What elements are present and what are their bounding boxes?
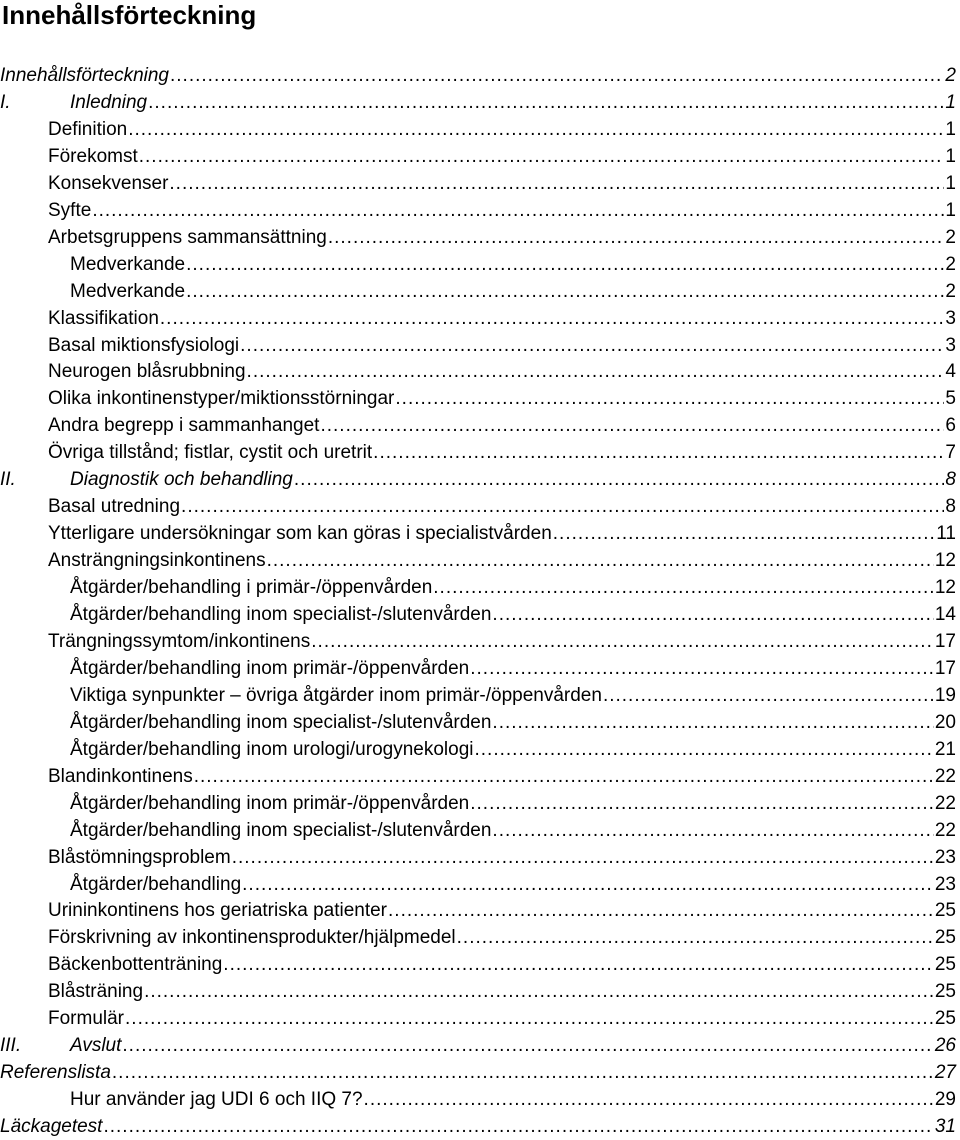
toc-entry-label: Medverkande [70, 280, 186, 302]
toc-dot-leader [232, 845, 934, 871]
toc-entry-page: 3 [945, 307, 956, 329]
toc-dot-leader [294, 467, 945, 493]
toc-entry-label: Blandinkontinens [48, 765, 193, 787]
toc-entry[interactable] [0, 979, 956, 1005]
toc-dot-leader [181, 494, 944, 520]
toc-entry-page: 25 [934, 954, 956, 976]
toc-dot-leader [112, 1060, 934, 1086]
toc-entry-label: Basal utredning [48, 496, 181, 518]
toc-entry-page: 25 [934, 927, 956, 949]
toc-entry[interactable] [0, 386, 956, 412]
toc-dot-leader [475, 737, 934, 763]
toc-dot-leader [170, 63, 944, 89]
toc-entry[interactable] [0, 198, 956, 224]
toc-entry[interactable] [0, 818, 956, 844]
toc-entry[interactable] [0, 1060, 956, 1086]
toc-dot-leader [160, 306, 945, 332]
toc-entry-label: Definition [48, 118, 128, 140]
toc-entry-label: Blåstömningsproblem [48, 846, 231, 868]
toc-dot-leader [373, 440, 944, 466]
toc-entry[interactable] [0, 1033, 956, 1059]
toc-entry[interactable] [0, 898, 956, 924]
toc-dot-leader [603, 683, 934, 709]
toc-entry-label: Medverkande [70, 253, 186, 275]
toc-entry-label: Förekomst [48, 145, 138, 167]
toc-dot-leader [470, 791, 934, 817]
toc-entry-label: Åtgärder/behandling inom specialist-/slutenvården [70, 711, 492, 733]
toc-entry-number: I. [0, 91, 11, 113]
toc-entry-page: 25 [934, 1008, 956, 1030]
toc-entry-label: Neurogen blåsrubbning [48, 361, 246, 383]
toc-entry-page: 19 [934, 684, 956, 706]
toc-dot-leader [125, 1006, 934, 1032]
toc-dot-leader [144, 979, 934, 1005]
toc-entry[interactable] [0, 548, 956, 574]
toc-entry-label: Övriga tillstånd; fistlar, cystit och uretrit [48, 442, 373, 464]
toc-entry-page: 22 [934, 765, 956, 787]
toc-entry-number: III. [0, 1035, 22, 1057]
toc-entry-page: 2 [945, 253, 956, 275]
toc-entry-label: Urininkontinens hos geriatriska patienter [48, 900, 388, 922]
toc-entry-page: 11 [936, 523, 956, 545]
toc-entry-label: Formulär [48, 1008, 125, 1030]
toc-entry-page: 27 [934, 1062, 956, 1084]
toc-entry-label: Syfte [48, 199, 92, 221]
toc-entry-label: Ytterligare undersökningar som kan göras i specialistvården [48, 523, 552, 545]
toc-entry-page: 3 [945, 334, 956, 356]
toc-entry[interactable] [0, 279, 956, 305]
toc-entry[interactable] [0, 90, 956, 116]
toc-entry-page: 31 [934, 1116, 956, 1138]
toc-entry-page: 23 [934, 846, 956, 868]
toc-entry-label: Blåsträning [48, 981, 144, 1003]
toc-entry-label: Konsekvenser [48, 172, 169, 194]
toc-dot-leader [320, 413, 944, 439]
toc-dot-leader [492, 602, 933, 628]
toc-entry-page: 12 [934, 550, 956, 572]
toc-entry-label: Arbetsgruppens sammansättning [48, 226, 327, 248]
toc-entry-label: Åtgärder/behandling i primär-/öppenvården [70, 577, 433, 599]
toc-entry-page: 1 [945, 199, 956, 221]
toc-entry[interactable] [0, 575, 956, 601]
toc-entry[interactable] [0, 521, 956, 547]
toc-entry[interactable] [0, 117, 956, 143]
toc-entry-label: Olika inkontinenstyper/miktionsstörningar [48, 388, 395, 410]
toc-entry[interactable] [0, 171, 956, 197]
toc-dot-leader [311, 629, 934, 655]
toc-entry[interactable] [0, 737, 956, 763]
toc-entry-page: 2 [945, 280, 956, 302]
toc-entry-label: Hur använder jag UDI 6 och IIQ 7? [70, 1089, 363, 1111]
toc-dot-leader [247, 359, 945, 385]
toc-entry-label: Ansträngningsinkontinens [48, 550, 266, 572]
toc-entry[interactable] [0, 252, 956, 278]
toc-entry-label: Förskrivning av inkontinensprodukter/hjälpmedel [48, 927, 456, 949]
toc-entry-label: Åtgärder/behandling inom primär-/öppenvården [70, 792, 470, 814]
toc-entry[interactable] [0, 845, 956, 871]
toc-entry[interactable] [0, 925, 956, 951]
toc-entry-page: 1 [945, 145, 956, 167]
toc-entry-label: Viktiga synpunkter – övriga åtgärder inom primär-/öppenvården [70, 684, 602, 706]
toc-entry-label: Inledning [70, 91, 148, 113]
toc-dot-leader [92, 198, 944, 224]
toc-entry-label: Bäckenbottenträning [48, 954, 223, 976]
toc-entry[interactable] [0, 602, 956, 628]
toc-entry-page: 1 [945, 91, 956, 113]
toc-entry-page: 2 [945, 226, 956, 248]
toc-entry-page: 2 [945, 65, 956, 86]
toc-entry[interactable] [0, 440, 956, 466]
toc-dot-leader [223, 952, 934, 978]
toc-dot-leader [148, 90, 944, 116]
toc-entry-page: 8 [945, 496, 956, 518]
toc-entry-page: 29 [934, 1089, 956, 1111]
toc-entry-page: 1 [945, 172, 956, 194]
toc-dot-leader [139, 144, 945, 170]
toc-entry-label: Referenslista [0, 1062, 111, 1084]
toc-entry-label: Läckagetest [0, 1116, 103, 1138]
toc-entry-page: 1 [945, 118, 956, 140]
toc-entry-page: 26 [934, 1035, 956, 1057]
toc-entry-label: Diagnostik och behandling [70, 469, 293, 491]
toc-entry-page: 22 [934, 819, 956, 841]
toc-entry-page: 17 [934, 657, 956, 679]
toc-entry[interactable] [0, 359, 956, 385]
toc-dot-leader [194, 764, 934, 790]
toc-entry-page: 17 [934, 630, 956, 652]
toc-dot-leader [553, 521, 936, 547]
toc-dot-leader [492, 818, 933, 844]
toc-dot-leader [267, 548, 934, 574]
toc-entry-label: Åtgärder/behandling inom specialist-/slutenvården [70, 604, 492, 625]
toc-entry-label: Avslut [70, 1035, 122, 1057]
toc-entry-label: Åtgärder/behandling inom primär-/öppenvården [70, 657, 470, 679]
toc-entry[interactable] [0, 764, 956, 790]
toc-entry-page: 8 [945, 469, 956, 491]
toc-entry-label: Trängningssymtom/inkontinens [48, 630, 311, 652]
toc-entry[interactable] [0, 1114, 956, 1140]
toc-entry[interactable] [0, 467, 956, 493]
toc-entry[interactable] [0, 710, 956, 736]
toc-entry-label: Åtgärder/behandling inom urologi/urogynekologi [70, 738, 474, 760]
toc-entry[interactable] [0, 791, 956, 817]
toc-entry-label: Andra begrepp i sammanhanget [48, 415, 320, 437]
toc-entry[interactable] [0, 629, 956, 655]
toc-entry-label: Basal miktionsfysiologi [48, 334, 240, 356]
toc-entry-label: Åtgärder/behandling [70, 873, 242, 895]
toc-entry-label: Klassifikation [48, 307, 159, 329]
toc-entry[interactable] [0, 306, 956, 332]
toc-dot-leader [186, 279, 944, 305]
toc-entry-page: 20 [934, 711, 956, 733]
toc-entry-page: 4 [945, 361, 956, 383]
toc-entry-page: 6 [945, 415, 956, 437]
toc-entry-page: 14 [934, 604, 956, 625]
toc-dot-leader [457, 925, 934, 951]
toc-dot-leader [169, 171, 944, 197]
toc-dot-leader [470, 656, 934, 682]
toc-entry[interactable] [0, 494, 956, 520]
toc-entry-page: 23 [934, 873, 956, 895]
toc-entry-page: 12 [934, 577, 956, 599]
toc-dot-leader [364, 1087, 934, 1113]
toc-entry-page: 7 [945, 442, 956, 464]
toc-dot-leader [186, 252, 944, 278]
toc-dot-leader [128, 117, 944, 143]
toc-dot-leader [242, 872, 934, 898]
toc-entry-page: 5 [945, 388, 956, 410]
toc-dot-leader [388, 898, 934, 924]
toc-entry-page: 25 [934, 900, 956, 922]
toc-dot-leader [492, 710, 933, 736]
toc-entry-number: II. [0, 469, 16, 491]
toc-entry[interactable] [0, 872, 956, 898]
toc-dot-leader [395, 386, 944, 412]
toc-entry[interactable] [0, 656, 956, 682]
toc-dot-leader [433, 575, 934, 601]
toc-entry[interactable] [0, 1087, 956, 1113]
toc-dot-leader [240, 333, 944, 359]
page-title: Innehållsförteckning [2, 0, 257, 30]
toc-entry[interactable] [0, 683, 956, 709]
toc-entry-label: Innehållsförteckning [0, 65, 169, 86]
toc-entry[interactable] [0, 225, 956, 251]
toc-dot-leader [122, 1033, 933, 1059]
toc-entry-label: Åtgärder/behandling inom specialist-/slutenvården [70, 819, 492, 841]
toc-entry[interactable] [0, 952, 956, 978]
toc-entry[interactable] [0, 1006, 956, 1032]
toc-dot-leader [328, 225, 945, 251]
toc-entry[interactable] [0, 144, 956, 170]
toc-entry-page: 25 [934, 981, 956, 1003]
toc-entry[interactable] [0, 333, 956, 359]
toc-entry[interactable] [0, 63, 956, 89]
toc-entry-page: 21 [934, 738, 956, 760]
toc-entry[interactable] [0, 413, 956, 439]
toc-dot-leader [103, 1114, 933, 1140]
toc-entry-page: 22 [934, 792, 956, 814]
